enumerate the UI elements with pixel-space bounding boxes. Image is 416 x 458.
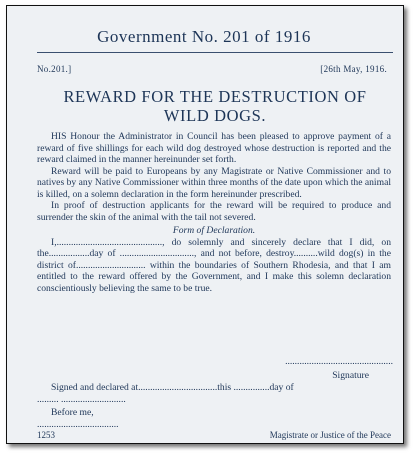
notice-number: No.201.] (37, 64, 72, 74)
notice-title (37, 87, 393, 125)
notice-date: [26th May, 1916. (320, 64, 387, 74)
heading-rule (37, 52, 393, 53)
signature-dots: ............................................. (285, 356, 393, 367)
notice-title-line2: WILD DOGS. (163, 106, 267, 125)
gazette-heading: Government No. 201 of 1916 (97, 27, 311, 46)
footer-label: Magistrate or Justice of the Peace (269, 430, 391, 440)
witness-dots: .................................. (37, 419, 119, 430)
paragraph-1: HIS Honour the Administrator in Council has been pleased to approve payment of a reward of five shillings for each wild dog destroyed whose destruction is reported and the reward claimed in the manner hereinunder set forth. (37, 131, 391, 165)
document-frame (6, 5, 404, 444)
gazette-page (15, 14, 393, 440)
signature-label: Signature (332, 370, 369, 381)
before-me: Before me, (51, 407, 94, 418)
declaration-text: I,............................................, do solemnly and sincerely declare that I did, on the.................day of ..............................., and not before, destroy..........wild dog(s) in the district of............................. within the boundaries of Southern Rhodesia, and that I am entitled to the reward offered by the Government, and I make this solemn declaration conscientiously believing the same to be true. (37, 236, 391, 294)
paragraph-3: In proof of destruction applicants for the reward will be required to produce and surrender the skin of the animal with the tail not severed. (37, 200, 391, 223)
signed-declared-line (37, 382, 391, 405)
footer-number: 1253 (37, 430, 55, 440)
notice-title-line1: REWARD FOR THE DESTRUCTION OF (63, 87, 367, 106)
signed-line-2: ......... ........................... (37, 393, 126, 405)
signed-line-1: Signed and declared at.................................this ...............day of (51, 382, 294, 393)
notice-body (37, 131, 391, 294)
form-title: Form of Declaration. (172, 225, 256, 236)
paragraph-2: Reward will be paid to Europeans by any Magistrate or Native Commissioner and to natives by any Native Commissioner within three months of the date upon which the animal is killed, on a solemn declaration in the form hereinunder prescribed. (37, 165, 391, 200)
